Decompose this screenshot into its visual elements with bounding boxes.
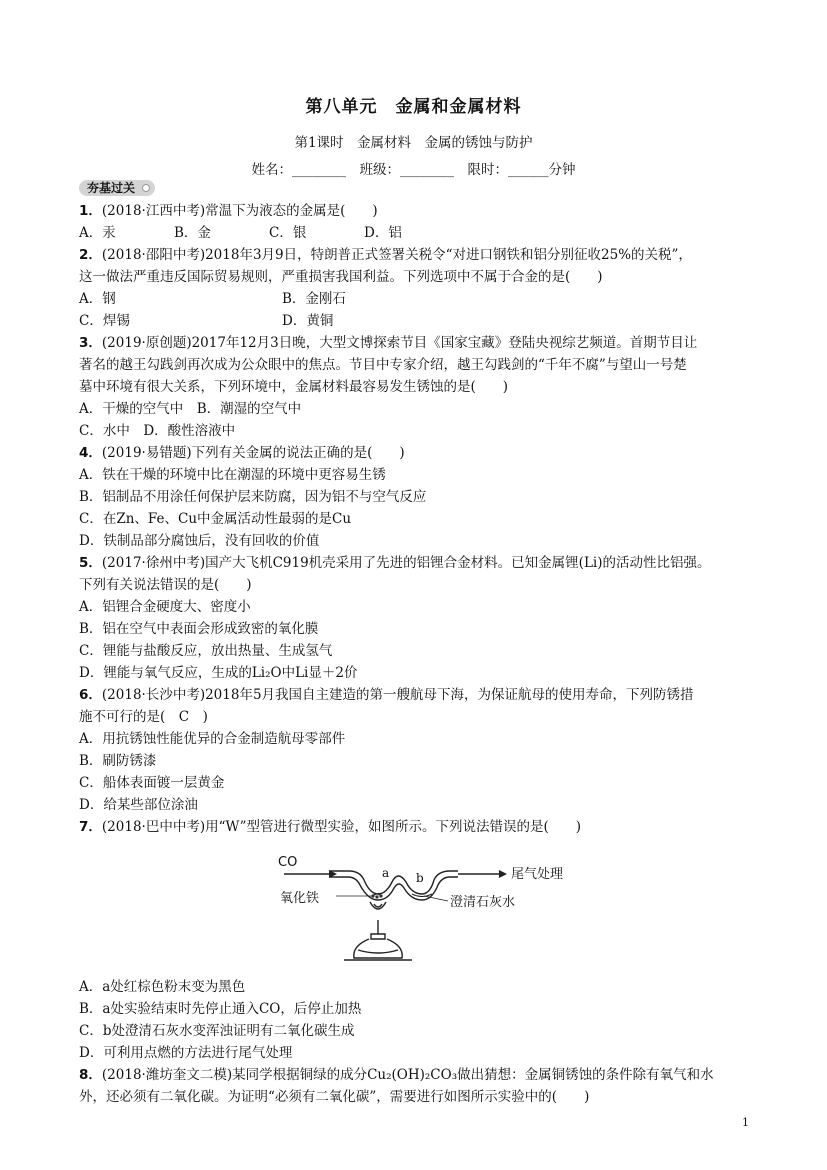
option-a: A．汞 — [79, 225, 116, 241]
co-label: CO — [278, 855, 298, 870]
question-8 — [79, 1064, 751, 1108]
question-number: 8． — [79, 1067, 102, 1083]
question-text: (2017·徐州中考)国产大飞机C919机壳采用了先进的铝锂合金材料。已知金属锂(Li)的活动性比铝强。 — [101, 555, 711, 571]
question-4 — [79, 442, 751, 552]
question-5 — [79, 552, 751, 684]
question-number: 2． — [79, 247, 102, 263]
option-d: D．黄铜 — [282, 313, 334, 329]
question-number: 1． — [79, 203, 102, 219]
option-b: B．a处实验结束时先停止通入CO，后停止加热 — [79, 1001, 362, 1017]
point-a-label: a — [382, 866, 390, 880]
unit-title: 第八单元 金属和金属材料 — [305, 97, 522, 117]
tail-gas-label: 尾气处理 — [511, 867, 564, 882]
page-number: 1 — [742, 1116, 749, 1129]
iron-oxide-label: 氧化铁 — [280, 891, 320, 906]
question-number: 6． — [79, 687, 102, 703]
option-cd: C．水中 D．酸性溶液中 — [79, 423, 236, 439]
option-c: C．在Zn、Fe、Cu中金属活动性最弱的是Cu — [79, 511, 352, 527]
question-text: (2018·邵阳中考)2018年3月9日，特朗普正式签署关税令“对进口钢铁和铝分别征收25%的关税”， — [101, 247, 692, 263]
w-tube-diagram — [274, 844, 564, 972]
tail-arrow-head — [499, 870, 507, 878]
question-list — [79, 200, 751, 1108]
lesson-title: 第1课时 金属材料 金属的锈蚀与防护 — [294, 135, 533, 151]
option-a: A．钢 — [79, 291, 116, 307]
badge-dot-icon — [142, 184, 150, 192]
option-a: A．铁在干燥的环境中比在潮湿的环境中更容易生锈 — [79, 467, 386, 483]
question-number: 4． — [79, 445, 102, 461]
limewater-label: 澄清石灰水 — [450, 895, 516, 910]
question-text: 墓中环境有很大关系，下列环境中，金属材料最容易发生锈蚀的是( ) — [79, 379, 509, 395]
question-number: 7． — [79, 819, 102, 835]
lamp-body — [354, 939, 402, 958]
option-d: D．可利用点燃的方法进行尾气处理 — [79, 1045, 293, 1061]
question-text: (2018·江西中考)常温下为液态的金属是( ) — [101, 203, 378, 219]
question-text: (2018·长沙中考)2018年5月我国自主建造的第一艘航母下海，为保证航母的使用寿命，下列防锈措 — [101, 687, 694, 703]
question-text: 这一做法严重违反国际贸易规则，严重损害我国利益。下列选项中不属于合金的是( ) — [79, 269, 603, 285]
flame — [370, 902, 386, 909]
option-b: B．金刚石 — [282, 291, 346, 307]
option-c: C．船体表面镀一层黄金 — [79, 775, 225, 791]
option-a: A．a处红棕色粉末变为黑色 — [79, 979, 246, 995]
option-d: D．铝 — [364, 225, 402, 241]
question-2 — [79, 244, 751, 332]
question-text: 施不可行的是( C ) — [79, 709, 208, 725]
option-b: B．金 — [174, 225, 211, 241]
question-text: 下列有关说法错误的是( ) — [79, 577, 252, 593]
option-c: C．焊锡 — [79, 313, 130, 329]
question-3 — [79, 332, 751, 442]
question-number: 3． — [79, 335, 102, 351]
option-c: C．锂能与盐酸反应，放出热量、生成氢气 — [79, 643, 333, 659]
question-text: (2019·原创题)2017年12月3日晚，大型文博探索节目《国家宝藏》登陆央视综艺频道。首期节目让 — [101, 335, 698, 351]
question-text: (2019·易错题)下列有关金属的说法正确的是( ) — [101, 445, 405, 461]
question-text: (2018·潍坊奎文二模)某同学根据铜绿的成分Cu₂(OH)₂CO₃做出猜想：金属铜锈蚀的条件除有氧气和水 — [101, 1067, 714, 1083]
w-tube-apparatus-figure — [79, 844, 751, 974]
question-number: 5． — [79, 555, 102, 571]
section-badge-label: 夯基过关 — [87, 181, 136, 195]
option-b: B．铝在空气中表面会形成致密的氧化膜 — [79, 621, 319, 637]
question-text: (2018·巴中中考)用“W”型管进行微型实验，如图所示。下列说法错误的是( ) — [101, 819, 582, 835]
option-ab: A．干燥的空气中 B．潮湿的空气中 — [79, 401, 302, 417]
option-d: D．锂能与氧气反应，生成的Li₂O中Li显＋2价 — [79, 665, 358, 681]
option-d: D．铁制品部分腐蚀后，没有回收的价值 — [79, 533, 320, 549]
question-6 — [79, 684, 751, 816]
question-text: 著名的越王勾践剑再次成为公众眼中的焦点。节目中专家介绍，越王勾践剑的“千年不腐”与望山一号楚 — [79, 357, 687, 373]
lamp-cap — [371, 934, 385, 939]
question-1 — [79, 200, 751, 244]
option-a: A．铝锂合金硬度大、密度小 — [79, 599, 251, 615]
option-c: C．银 — [269, 225, 307, 241]
option-c: C．b处澄清石灰水变浑浊证明有二氧化碳生成 — [79, 1023, 355, 1039]
question-text: 外，还必须有二氧化碳。为证明“必须有二氧化碳”，需要进行如图所示实验中的( ) — [79, 1089, 590, 1105]
option-a: A．用抗锈蚀性能优异的合金制造航母零部件 — [79, 731, 346, 747]
option-b: B．刷防锈漆 — [79, 753, 157, 769]
option-d: D．给某些部位涂油 — [79, 797, 198, 813]
point-b-label: b — [416, 871, 424, 885]
section-badge — [79, 180, 155, 196]
option-b: B．铝制品不用涂任何保护层来防腐，因为铝不与空气反应 — [79, 489, 427, 505]
question-7 — [79, 816, 751, 1064]
student-info-line: 姓名：________ 班级：________ 限时：______分钟 — [251, 162, 576, 178]
